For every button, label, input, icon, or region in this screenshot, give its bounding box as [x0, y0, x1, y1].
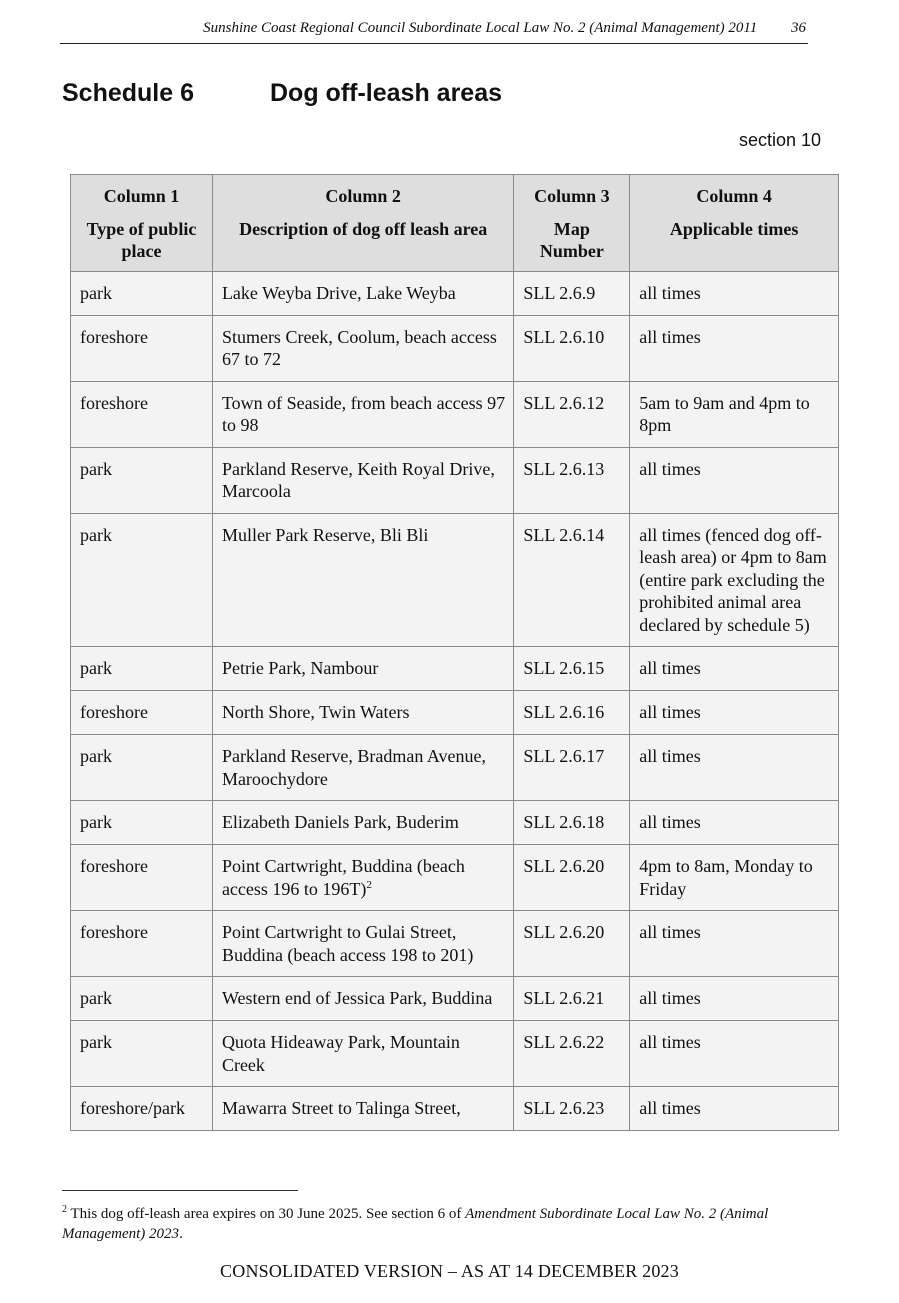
map-number-cell [514, 735, 630, 801]
applicable-times-cell-text: all times [639, 988, 701, 1008]
type-cell-text: park [80, 658, 112, 678]
map-number-cell-text: SLL 2.6.10 [523, 326, 605, 347]
map-number-cell-text: SLL 2.6.9 [523, 282, 596, 303]
type-cell [71, 801, 213, 845]
type-cell [71, 977, 213, 1021]
description-cell [212, 977, 513, 1021]
applicable-times-cell [630, 801, 839, 845]
description-cell-text: Point Cartwright, Buddina (beach access 196 to 196T) [221, 856, 465, 899]
column-label: Column 4 [696, 186, 772, 206]
table-row [71, 845, 839, 911]
map-number-cell-text: SLL 2.6.13 [523, 458, 605, 479]
type-cell [71, 1021, 213, 1087]
description-cell-text: Quota Hideaway Park, Mountain Creek [221, 1032, 460, 1075]
applicable-times-cell [630, 271, 839, 315]
law-title: Sunshine Coast Regional Council Subordinate Local Law No. 2 (Animal Management) 2011 [203, 20, 758, 36]
description-cell [212, 647, 513, 691]
table-row [71, 911, 839, 977]
footnote-end: . [179, 1226, 183, 1242]
map-number-cell-text: SLL 2.6.17 [523, 746, 605, 766]
applicable-times-cell [630, 315, 839, 381]
map-number-cell-text: SLL 2.6.14 [523, 524, 605, 545]
table-row [71, 271, 839, 315]
type-cell [71, 647, 213, 691]
applicable-times-cell [630, 513, 839, 647]
applicable-times-cell [630, 1087, 839, 1131]
applicable-times-cell [630, 911, 839, 977]
type-cell-text: park [80, 458, 112, 479]
table-row [71, 447, 839, 513]
table-row [71, 513, 839, 647]
map-number-cell [514, 845, 630, 911]
applicable-times-cell-text: all times [639, 922, 701, 942]
description-cell-text: Mawarra Street to Talinga Street, [221, 1098, 461, 1118]
table-row [71, 801, 839, 845]
description-cell [212, 447, 513, 513]
type-cell-text: foreshore [80, 702, 148, 722]
map-number-cell-text: SLL 2.6.20 [523, 856, 605, 876]
map-number-cell [514, 381, 630, 447]
map-number-cell [514, 691, 630, 735]
off-leash-areas-table [70, 174, 839, 1131]
type-cell-text: park [80, 988, 112, 1008]
description-cell [212, 1087, 513, 1131]
table-row [71, 691, 839, 735]
map-number-cell [514, 977, 630, 1021]
map-number-cell-text: SLL 2.6.12 [523, 392, 605, 413]
description-cell-text: Parkland Reserve, Bradman Avenue, Maroochydore [221, 746, 487, 789]
map-number-cell-text: SLL 2.6.23 [523, 1098, 605, 1118]
applicable-times-cell [630, 1021, 839, 1087]
applicable-times-cell [630, 381, 839, 447]
applicable-times-cell-text: all times (fenced dog off-leash area) or 4pm to 8am (entire park excluding the prohibited animal area declared by schedule 5) [639, 524, 827, 635]
type-cell [71, 271, 213, 315]
type-cell [71, 691, 213, 735]
table-row [71, 977, 839, 1021]
schedule-heading [62, 79, 502, 108]
applicable-times-cell [630, 977, 839, 1021]
map-number-cell [514, 911, 630, 977]
applicable-times-cell [630, 845, 839, 911]
applicable-times-cell-text: all times [639, 326, 701, 347]
type-cell [71, 735, 213, 801]
applicable-times-cell [630, 735, 839, 801]
applicable-times-cell-text: all times [639, 702, 701, 722]
applicable-times-cell [630, 647, 839, 691]
type-cell-text: foreshore [80, 856, 148, 876]
table-row [71, 1021, 839, 1087]
column-label: Column 3 [534, 186, 610, 206]
column-heading: Applicable times [669, 218, 799, 239]
table-body [71, 271, 839, 1131]
table-row [71, 735, 839, 801]
applicable-times-cell-text: all times [639, 282, 701, 303]
description-cell [212, 1021, 513, 1087]
applicable-times-cell [630, 691, 839, 735]
map-number-cell [514, 315, 630, 381]
description-cell [212, 801, 513, 845]
footnote-cited-title: Amendment Subordinate Local Law No. 2 (Animal Management) 2023 [62, 1206, 769, 1242]
column-3-header [514, 175, 630, 272]
description-cell [212, 691, 513, 735]
description-cell [212, 315, 513, 381]
map-number-cell-text: SLL 2.6.20 [523, 922, 605, 942]
map-number-cell [514, 801, 630, 845]
column-heading: Type of public place [86, 218, 197, 261]
footnote-divider [62, 1190, 298, 1191]
column-label: Column 1 [103, 186, 180, 206]
map-number-cell [514, 271, 630, 315]
table-row [71, 381, 839, 447]
type-cell-text: foreshore/park [80, 1098, 185, 1118]
description-cell-text: Petrie Park, Nambour [221, 658, 379, 678]
applicable-times-cell-text: all times [639, 458, 701, 479]
type-cell-text: park [80, 282, 112, 303]
applicable-times-cell-text: 5am to 9am and 4pm to 8pm [639, 392, 810, 435]
footnote-text: This dog off-leash area expires on 30 June 2025. See section 6 of [70, 1206, 466, 1222]
column-2-header [212, 175, 513, 272]
description-cell-text: Muller Park Reserve, Bli Bli [221, 524, 429, 545]
applicable-times-cell-text: all times [639, 746, 701, 766]
description-cell-text: Stumers Creek, Coolum, beach access 67 to 72 [221, 326, 497, 369]
table-row [71, 315, 839, 381]
type-cell [71, 911, 213, 977]
map-number-cell [514, 1021, 630, 1087]
type-cell [71, 1087, 213, 1131]
type-cell-text: park [80, 746, 112, 766]
description-cell-text: Lake Weyba Drive, Lake Weyba [221, 282, 456, 303]
schedule-title: Dog off-leash areas [270, 79, 503, 107]
description-cell-text: North Shore, Twin Waters [221, 702, 410, 722]
map-number-cell-text: SLL 2.6.16 [523, 702, 605, 722]
applicable-times-cell [630, 447, 839, 513]
description-cell [212, 735, 513, 801]
column-4-header [630, 175, 839, 272]
applicable-times-cell-text: 4pm to 8am, Monday to Friday [639, 856, 813, 899]
map-number-cell-text: SLL 2.6.15 [523, 658, 605, 678]
column-1-header [71, 175, 213, 272]
description-cell-text: Town of Seaside, from beach access 97 to 98 [221, 392, 506, 435]
type-cell-text: park [80, 1032, 112, 1052]
type-cell [71, 381, 213, 447]
type-cell [71, 845, 213, 911]
map-number-cell [514, 513, 630, 647]
column-heading: Map Number [539, 218, 604, 261]
applicable-times-cell-text: all times [639, 658, 701, 678]
description-cell [212, 911, 513, 977]
type-cell-text: park [80, 812, 112, 832]
footnote-marker: 2 [62, 1204, 67, 1215]
description-cell-text: Parkland Reserve, Keith Royal Drive, Marcoola [221, 458, 495, 501]
applicable-times-cell-text: all times [639, 1098, 701, 1118]
column-heading: Description of dog off leash area [239, 218, 488, 239]
page-number: 36 [791, 20, 806, 36]
table-row [71, 1087, 839, 1131]
section-reference: section 10 [738, 130, 821, 150]
type-cell [71, 513, 213, 647]
type-cell-text: foreshore [80, 392, 148, 413]
table-header-row [71, 175, 839, 272]
description-cell-text: Western end of Jessica Park, Buddina [221, 988, 493, 1008]
type-cell [71, 447, 213, 513]
footnote-reference: 2 [366, 878, 372, 891]
map-number-cell-text: SLL 2.6.21 [523, 988, 605, 1008]
type-cell [71, 315, 213, 381]
map-number-cell-text: SLL 2.6.18 [523, 812, 605, 832]
description-cell [212, 271, 513, 315]
description-cell [212, 513, 513, 647]
map-number-cell [514, 447, 630, 513]
schedule-number: Schedule 6 [62, 79, 194, 107]
description-cell [212, 381, 513, 447]
column-label: Column 2 [325, 186, 401, 206]
description-cell-text: Point Cartwright to Gulai Street, Buddina (beach access 198 to 201) [221, 922, 474, 965]
description-cell-text: Elizabeth Daniels Park, Buderim [221, 812, 459, 832]
consolidated-version-footer: CONSOLIDATED VERSION – AS AT 14 DECEMBER 2023 [220, 1261, 679, 1281]
table-row [71, 647, 839, 691]
description-cell [212, 845, 513, 911]
footnote [62, 1200, 812, 1244]
type-cell-text: park [80, 524, 112, 545]
applicable-times-cell-text: all times [639, 1032, 701, 1052]
map-number-cell-text: SLL 2.6.22 [523, 1032, 605, 1052]
map-number-cell [514, 647, 630, 691]
type-cell-text: foreshore [80, 922, 148, 942]
applicable-times-cell-text: all times [639, 812, 701, 832]
running-header [60, 20, 808, 44]
type-cell-text: foreshore [80, 326, 148, 347]
map-number-cell [514, 1087, 630, 1131]
